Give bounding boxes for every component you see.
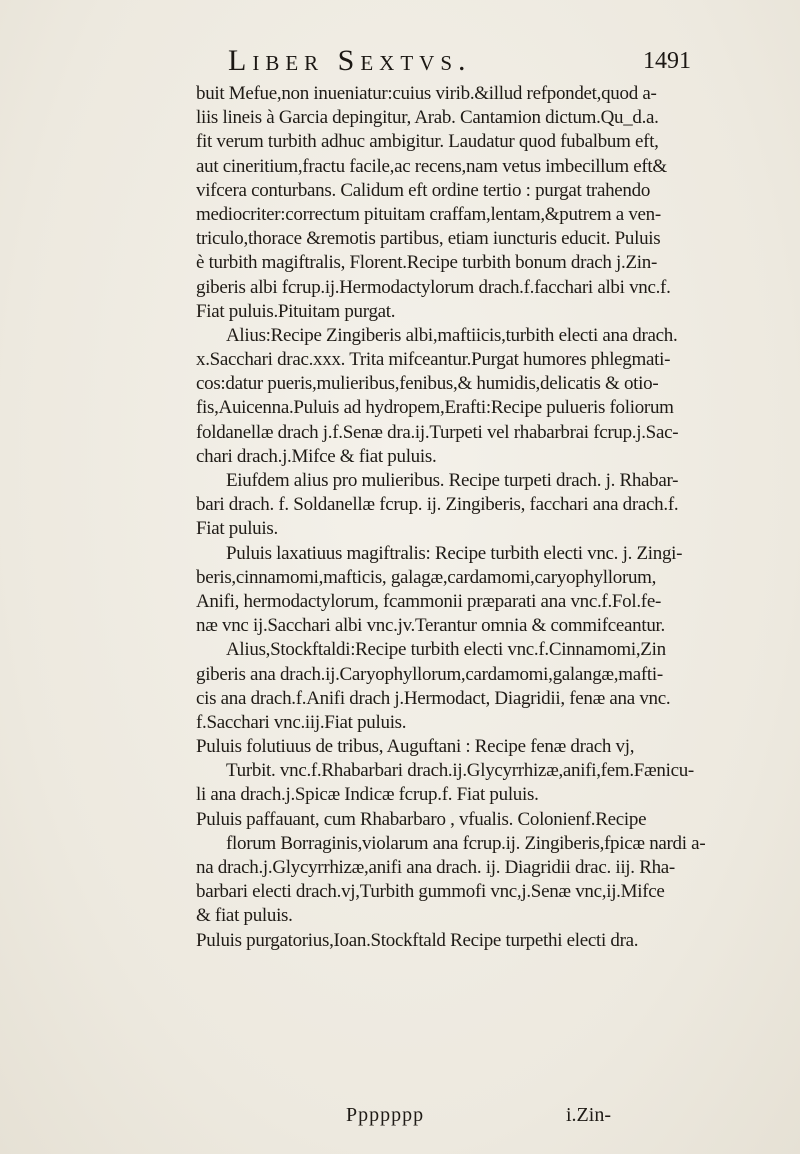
text-line: foldanellæ drach j.f.Senæ dra.ij.Turpeti vel rhabarbrai fcrup.j.Sac- [196, 421, 679, 443]
text-line: chari drach.j.Mifce & fiat puluis. [196, 445, 437, 467]
page-number: 1491 [643, 48, 691, 74]
text-line: aut cineritium,fractu facile,ac recens,nam vetus imbecillum eft& [196, 155, 667, 177]
text-line: Turbit. vnc.f.Rhabarbari drach.ij.Glycyrrhizæ,anifi,fem.Fænicu- [226, 760, 694, 782]
text-line: x.Sacchari drac.xxx. Trita mifceantur.Purgat humores phlegmati- [196, 349, 671, 371]
text-line: triculo,thorace &remotis partibus, etiam iuncturis educit. Puluis [196, 228, 661, 250]
body-text [196, 82, 796, 953]
text-line: Eiufdem alius pro mulieribus. Recipe turpeti drach. j. Rhabar- [226, 470, 679, 491]
text-line: mediocriter:correctum pituitam craffam,lentam,&putrem a ven- [196, 203, 661, 225]
signature-mark: Ppppppp [346, 1104, 425, 1126]
text-line: è turbith magiftralis, Florent.Recipe turbith bonum drach j.Zin- [196, 252, 657, 274]
text-line: liis lineis à Garcia depingitur, Arab. Cantamion dictum.Qu_d.a. [196, 107, 659, 129]
text-line: cos:datur pueris,mulieribus,fenibus,& humidis,delicatis & otio- [196, 373, 659, 395]
text-line: fit verum turbith adhuc ambigitur. Laudatur quod fubalbum eft, [196, 131, 659, 153]
text-line: Fiat puluis. [196, 518, 278, 540]
catchline [346, 1104, 766, 1130]
text-line: giberis ana drach.ij.Caryophyllorum,cardamomi,galangæ,mafti- [196, 663, 663, 685]
text-line: na drach.j.Glycyrrhizæ,anifi ana drach. ij. Diagridii drac. iij. Rha- [196, 857, 675, 878]
text-line: Fiat puluis.Pituitam purgat. [196, 300, 396, 322]
text-line: li ana drach.j.Spicæ Indicæ fcrup.f. Fiat puluis. [196, 784, 539, 806]
text-line: florum Borraginis,violarum ana fcrup.ij. Zingiberis,fpicæ nardi a- [226, 832, 706, 854]
text-line: f.Sacchari vnc.iij.Fiat puluis. [196, 711, 407, 733]
text-line: Alius,Stockftaldi:Recipe turbith electi vnc.f.Cinnamomi,Zin [226, 639, 666, 661]
text-line: cis ana drach.f.Anifi drach j.Hermodact, Diagridii, fenæ ana vnc. [196, 687, 671, 709]
text-line: bari drach. f. Soldanellæ fcrup. ij. Zingiberis, facchari ana drach.f. [196, 494, 679, 516]
text-line: Puluis folutiuus de tribus, Auguftani : Recipe fenæ drach vj, [196, 736, 635, 758]
text-line: buit Mefue,non inueniatur:cuius virib.&illud refpondet,quod a- [196, 83, 657, 104]
catchword: i.Zin- [566, 1104, 611, 1126]
text-line: & fiat puluis. [196, 905, 293, 927]
text-line: Anifi, hermodactylorum, fcammonii præparati ana vnc.f.Fol.fe- [196, 590, 661, 612]
text-line: næ vnc ij.Sacchari albi vnc.jv.Terantur omnia & commifceantur. [196, 615, 665, 637]
text-line: giberis albi fcrup.ij.Hermodactylorum drach.f.facchari albi vnc.f. [196, 276, 671, 298]
text-line: barbari electi drach.vj,Turbith gummofi vnc,j.Senæ vnc,ij.Mifce [196, 881, 665, 903]
text-line: beris,cinnamomi,mafticis, galagæ,cardamomi,caryophyllorum, [196, 566, 657, 588]
text-line: Puluis laxatiuus magiftralis: Recipe turbith electi vnc. j. Zingi- [226, 542, 683, 564]
text-line: vifcera conturbans. Calidum eft ordine tertio : purgat trahendo [196, 179, 651, 201]
page-header [228, 44, 708, 84]
text-line: Alius:Recipe Zingiberis albi,maftiicis,turbith electi ana drach. [226, 324, 678, 346]
text-line: fis,Auicenna.Puluis ad hydropem,Erafti:Recipe pulueris foliorum [196, 397, 674, 419]
text-line: Puluis purgatorius,Ioan.Stockftald Recipe turpethi electi dra. [196, 929, 639, 951]
running-head: Liber Sextvs. [228, 44, 472, 77]
text-line: Puluis paffauant, cum Rhabarbaro , vfualis. Colonienf.Recipe [196, 808, 647, 830]
